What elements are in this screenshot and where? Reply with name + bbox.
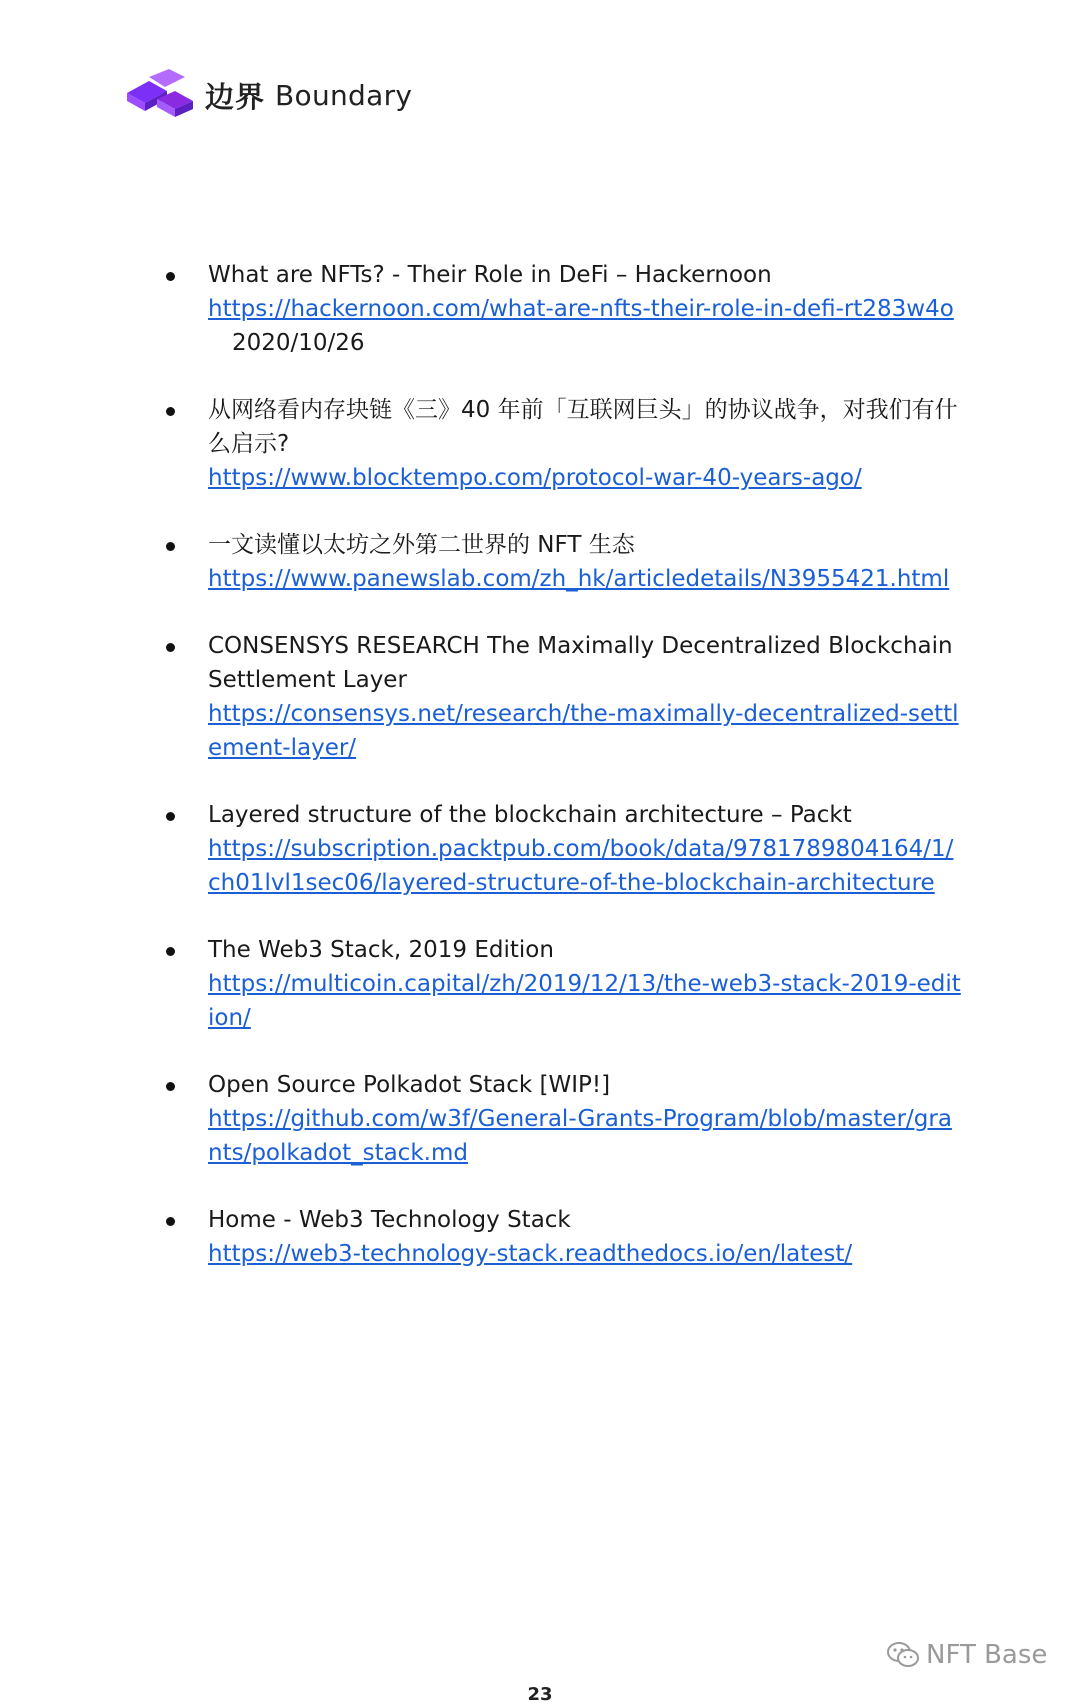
reference-title: Layered structure of the blockchain architecture – Packt <box>208 802 852 828</box>
bullet-icon <box>166 1082 175 1091</box>
reference-title: Open Source Polkadot Stack [WIP!] <box>208 1072 611 1098</box>
reference-link[interactable]: https://hackernoon.com/what-are-nfts-their-role-in-defi-rt283w4o <box>208 296 954 322</box>
reference-link[interactable]: https://subscription.packtpub.com/book/data/9781789804164/1/ch01lvl1sec06/layered-structure-of-the-blockchain-architecture <box>208 836 954 896</box>
bullet-icon <box>166 542 175 551</box>
bullet-icon <box>166 272 175 281</box>
wechat-watermark <box>886 1640 1047 1670</box>
bullet-icon <box>166 407 175 416</box>
reference-link[interactable]: https://github.com/w3f/General-Grants-Program/blob/master/grants/polkadot_stack.md <box>208 1106 952 1166</box>
boundary-logo-icon <box>127 69 197 121</box>
page-number: 23 <box>527 1684 553 1705</box>
bullet-icon <box>166 1217 175 1226</box>
reference-link[interactable]: https://multicoin.capital/zh/2019/12/13/the-web3-stack-2019-edition/ <box>208 971 961 1031</box>
bullet-icon <box>166 947 175 956</box>
reference-title: What are NFTs? - Their Role in DeFi – Hackernoon <box>208 262 772 288</box>
reference-title: 一文读懂以太坊之外第二世界的 NFT 生态 <box>208 532 635 558</box>
brand-name-english: Boundary <box>275 78 413 112</box>
reference-item <box>166 1068 966 1170</box>
bullet-icon <box>166 812 175 821</box>
bullet-icon <box>166 643 175 652</box>
reference-item <box>166 798 966 900</box>
reference-link[interactable]: https://www.panewslab.com/zh_hk/articledetails/N3955421.html <box>208 566 950 592</box>
reference-item <box>166 933 966 1035</box>
reference-item <box>166 1203 966 1271</box>
reference-link[interactable]: https://web3-technology-stack.readthedocs.io/en/latest/ <box>208 1241 853 1267</box>
reference-link[interactable]: https://www.blocktempo.com/protocol-war-40-years-ago/ <box>208 465 862 491</box>
reference-item <box>166 528 966 596</box>
reference-item <box>166 258 966 360</box>
reference-title: The Web3 Stack, 2019 Edition <box>208 937 554 963</box>
reference-title: 从网络看内存块链《三》40 年前「互联网巨头」的协议战争，对我们有什么启示? <box>208 397 958 457</box>
reference-item <box>166 393 966 495</box>
reference-list <box>166 258 966 1304</box>
wechat-icon <box>886 1641 920 1669</box>
reference-title: CONSENSYS RESEARCH The Maximally Decentralized Blockchain Settlement Layer <box>208 633 953 693</box>
brand-name-chinese: 边界 <box>205 79 266 114</box>
brand-header <box>127 68 412 122</box>
reference-date: 2020/10/26 <box>232 330 365 356</box>
watermark-text: NFT Base <box>926 1640 1048 1670</box>
reference-item <box>166 629 966 765</box>
reference-title: Home - Web3 Technology Stack <box>208 1207 571 1233</box>
reference-link[interactable]: https://consensys.net/research/the-maximally-decentralized-settlement-layer/ <box>208 701 959 761</box>
